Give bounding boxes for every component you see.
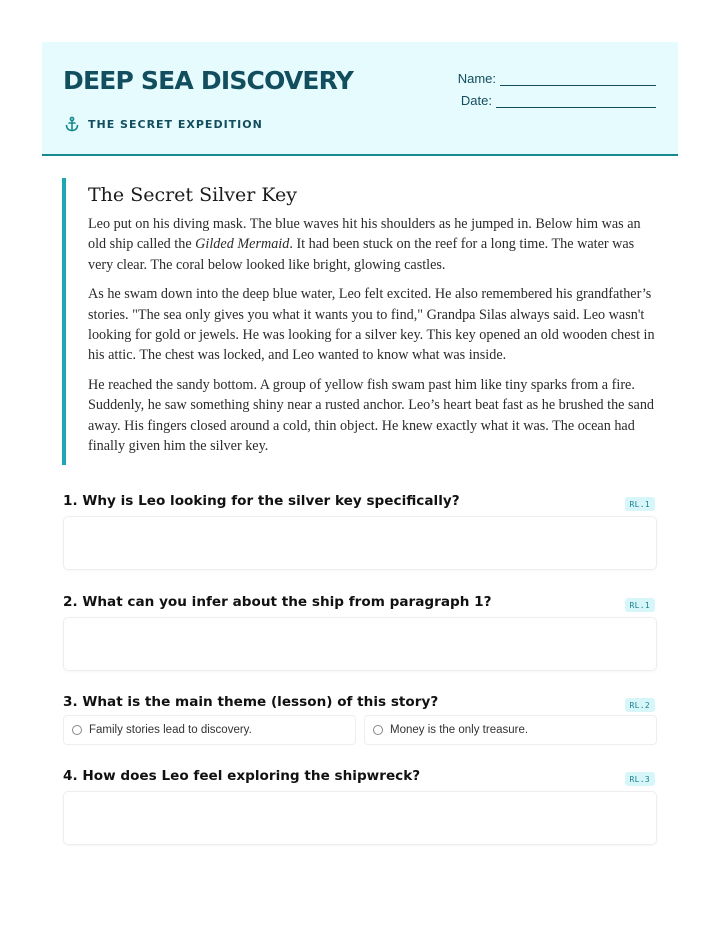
answer-options: [63, 715, 657, 745]
standard-badge: RL.1: [625, 497, 655, 511]
story-paragraph-1: [88, 214, 660, 275]
name-field[interactable]: [458, 64, 656, 86]
question-1: [63, 492, 657, 570]
question-2: [63, 593, 657, 671]
ship-name: Gilded Mermaid: [195, 236, 290, 253]
option-label: Family stories lead to discovery.: [89, 724, 252, 736]
story-title: The Secret Silver Key: [88, 184, 298, 206]
p1-text-after: . It had been stuck on the reef for a long time. The water was very clear. The coral below looked like bright, glowing castles.: [88, 236, 635, 273]
question-4: [63, 767, 657, 845]
date-line[interactable]: [496, 93, 656, 108]
p1-text-before: Leo put on his diving mask. The blue waves hit his shoulders as he jumped in. Below him was an old ship called the: [88, 216, 641, 253]
name-label: Name:: [457, 71, 496, 86]
option-family-stories[interactable]: [63, 715, 356, 745]
question-text: 4. How does Leo feel exploring the shipwreck?: [63, 768, 421, 784]
radio-button[interactable]: [72, 725, 82, 735]
question-text: 1. Why is Leo looking for the silver key specifically?: [63, 493, 460, 509]
radio-button[interactable]: [373, 725, 383, 735]
worksheet-subtitle: [64, 116, 263, 132]
date-field[interactable]: [458, 86, 656, 108]
date-label: Date:: [460, 93, 492, 108]
name-date-fields: [458, 64, 656, 108]
answer-box[interactable]: [63, 617, 657, 671]
worksheet-title: DEEP SEA DISCOVERY: [63, 66, 354, 95]
standard-badge: RL.1: [625, 598, 655, 612]
answer-box[interactable]: [63, 791, 657, 845]
story-paragraph-3: He reached the sandy bottom. A group of yellow fish swam past him like tiny sparks from a fire. Suddenly, he saw something shiny near a rusted anchor. Leo’s heart beat fast as he brushed the sand away. His fingers closed around a cold, thin object. He knew exactly what it was. The ocean had finally given him the silver key.: [88, 376, 655, 455]
option-money[interactable]: [364, 715, 657, 745]
anchor-icon: [64, 116, 80, 132]
reading-passage: [62, 178, 660, 465]
standard-badge: RL.2: [625, 698, 655, 712]
standard-badge: RL.3: [625, 772, 655, 786]
answer-box[interactable]: [63, 516, 657, 570]
option-label: Money is the only treasure.: [390, 724, 529, 736]
question-3: [63, 693, 657, 745]
name-line[interactable]: [500, 71, 656, 86]
subtitle-text: THE SECRET EXPEDITION: [88, 117, 263, 131]
question-text: 3. What is the main theme (lesson) of this story?: [63, 694, 439, 710]
story-paragraph-2: As he swam down into the deep blue water, Leo felt excited. He also remembered his grandfather’s stories. "The sea only gives you what it wants you to find," Grandpa Silas always said. Leo wasn't looking for gold or jewels. He was looking for a silver key. This key opened an old wooden chest in his attic. The chest was locked, and Leo wanted to know what was inside.: [88, 286, 655, 364]
worksheet-header: [42, 42, 678, 156]
question-text: 2. What can you infer about the ship from paragraph 1?: [63, 594, 492, 610]
